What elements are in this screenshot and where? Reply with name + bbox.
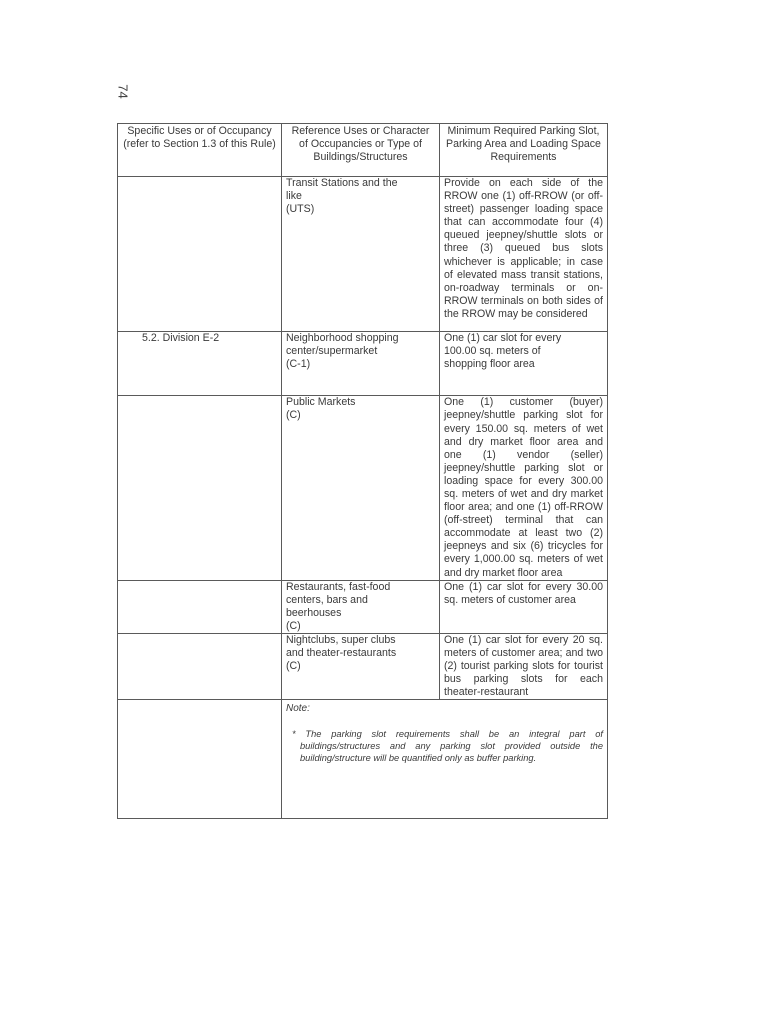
reference-cell: Restaurants, fast-food centers, bars and beerhouses (C) [282,580,440,633]
requirement-cell: One (1) customer (buyer) jeepney/shuttle parking slot for every 150.00 sq. meters of wet and dry market floor area and one (1) vendor (seller) jeepney/shuttle parking slot or loading space for every 300.00 sq. meters of wet and dry market floor area; and one (1) off-RROW (off-street) terminal that can accommodate at least two (2) jeepneys and six (6) tricycles for every 1,000.00 sq. meters of wet and dry market floor area [440,396,608,580]
reference-cell: Neighborhood shopping center/supermarket (C-1) [282,332,440,396]
page-number: 74 [115,84,131,99]
use-cell [118,396,282,580]
reference-cell: Nightclubs, super clubs and theater-restaurants (C) [282,634,440,700]
requirement-cell: Provide on each side of the RROW one (1) off-RROW (or off-street) passenger loading space that can accommodate four (4) queued jeepney/shuttle slots or three (3) queued bus slots whichever is applicable; in case of elevated mass transit stations, on-roadway terminals or on-RROW terminals on both sides of the RROW may be considered [440,177,608,332]
header-specific-uses: Specific Uses or of Occupancy (refer to Section 1.3 of this Rule) [118,124,282,177]
parking-requirements-table [117,123,608,819]
table-row [118,396,608,580]
table-row [118,332,608,396]
requirement-cell: One (1) car slot for every 20 sq. meters of customer area; and two (2) tourist parking slots for tourist bus parking slots for each theater-restaurant [440,634,608,700]
reference-cell: Transit Stations and the like (UTS) [282,177,440,332]
note-row [118,700,608,819]
requirement-cell: One (1) car slot for every 100.00 sq. meters of shopping floor area [440,332,608,396]
use-cell [118,634,282,700]
table-row [118,177,608,332]
note-title: Note: [286,703,310,715]
table-header-row [118,124,608,177]
table-row [118,580,608,633]
requirement-cell: One (1) car slot for every 30.00 sq. meters of customer area [440,580,608,633]
division-label: 5.2. Division E-2 [142,332,220,345]
reference-cell: Public Markets (C) [282,396,440,580]
note-cell [282,700,608,819]
note-text: * The parking slot requirements shall be an integral part of buildings/structures and any parking slot provided outside the building/structure will be quantified only as buffer parking. [292,728,603,763]
use-cell [118,177,282,332]
table-row [118,634,608,700]
header-minimum-parking: Minimum Required Parking Slot, Parking Area and Loading Space Requirements [440,124,608,177]
header-reference-uses: Reference Uses or Character of Occupancies or Type of Buildings/Structures [282,124,440,177]
use-cell [118,580,282,633]
